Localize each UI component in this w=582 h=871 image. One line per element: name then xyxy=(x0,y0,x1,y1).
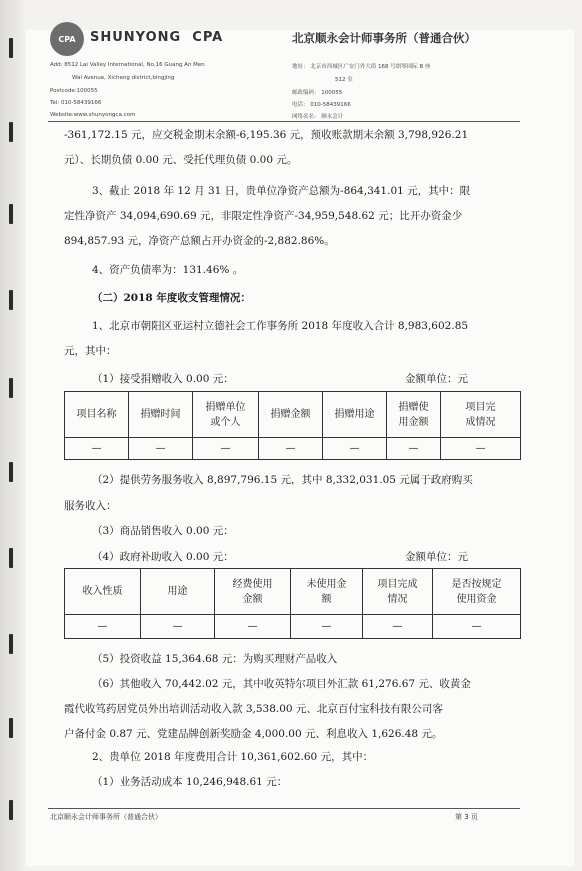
header-divider xyxy=(48,121,520,122)
paragraph-net-assets: 3、截止 2018 年 12 月 31 日，贵单位净资产总额为-864,341.01 元，其中：限 xyxy=(92,185,471,197)
investment-income: （5）投资收益 15,364.68 元：为购买理财产品收入 xyxy=(92,653,338,665)
footer-divider xyxy=(48,808,520,809)
donation-table xyxy=(64,391,521,460)
cn-address-line-1: 地址： 北京市西城区广安门外大街 168 号朗琴国际 B 座 xyxy=(292,64,431,70)
table-cell: — xyxy=(291,615,363,639)
table-header-cell: 经费使用 金额 xyxy=(215,569,291,615)
text-line: 服务收入： xyxy=(64,500,117,512)
punch-hole-icon xyxy=(9,38,13,58)
punch-hole-icon xyxy=(9,122,13,142)
text-line: 元）、长期负债 0.00 元、受托代理负债 0.00 元。 xyxy=(64,154,298,166)
table-header-cell: 捐赠使 用金额 xyxy=(387,392,441,438)
goods-income: （3）商品销售收入 0.00 元： xyxy=(92,525,234,537)
table-header-row xyxy=(65,392,521,438)
table-header-cell: 收入性质 xyxy=(65,569,141,615)
table-header-cell: 项目完成 情况 xyxy=(363,569,433,615)
amount-unit-label: 金额单位：元 xyxy=(405,551,468,563)
donation-income: （1）接受捐赠收入 0.00 元： xyxy=(92,373,234,385)
table-cell: — xyxy=(323,438,387,460)
footer-firm-name: 北京顺永会计师事务所（普通合伙） xyxy=(50,813,162,821)
firm-name-cn: 北京顺永会计师事务所（普通合伙） xyxy=(292,31,476,45)
table-cell: — xyxy=(363,615,433,639)
en-postcode: Postcode:100055 xyxy=(50,88,98,94)
brand-name: SHUNYONG CPA xyxy=(90,30,224,45)
table-header-cell: 捐赠用途 xyxy=(323,392,387,438)
punch-hole-icon xyxy=(9,548,13,568)
table-cell: — xyxy=(65,438,129,460)
en-website: Website:www.shunyongca.com xyxy=(50,112,136,118)
table-header-row xyxy=(65,569,521,615)
cn-address-line-2: 512 室 xyxy=(335,77,353,83)
paragraph-debt-ratio: 4、资产负债率为：131.46% 。 xyxy=(92,264,244,276)
table-cell: — xyxy=(65,615,141,639)
table-cell: — xyxy=(193,438,259,460)
table-header-cell: 捐赠单位 或个人 xyxy=(193,392,259,438)
table-header-cell: 用途 xyxy=(141,569,215,615)
text-line: -361,172.15 元，应交税金期末余额-6,195.36 元，预收账款期末余额 3,798,926.21 xyxy=(64,129,469,141)
text-line: 霞代收笃药居党员外出培训活动收入款 3,538.00 元、北京百付宝科技有限公司客 xyxy=(64,703,443,715)
punch-hole-icon xyxy=(9,462,13,482)
cn-postcode: 邮政编码： 100055 xyxy=(292,90,343,96)
amount-unit-label: 金额单位：元 xyxy=(405,373,468,385)
table-cell: — xyxy=(387,438,441,460)
paragraph-income: 1、北京市朝阳区亚运村立德社会工作事务所 2018 年度收入合计 8,983,602.85 xyxy=(92,320,469,332)
business-cost: （1）业务活动成本 10,246,948.61 元： xyxy=(92,776,288,788)
text-line: 户备付金 0.87 元、党建品牌创新奖励金 4,000.00 元、利息收入 1,626.48 元。 xyxy=(64,728,443,740)
table-cell: — xyxy=(129,438,193,460)
table-row xyxy=(65,438,521,460)
logo-text: CPA xyxy=(58,34,76,44)
table-header-cell: 项目完 成情况 xyxy=(441,392,521,438)
punch-hole-icon xyxy=(9,718,13,738)
table-cell: — xyxy=(259,438,323,460)
table-row xyxy=(65,615,521,639)
text-line: 定性净资产 34,094,690.69 元，非限定性净资产-34,959,548.62 元；比开办资金少 xyxy=(64,210,463,222)
punch-hole-icon xyxy=(9,378,13,398)
table-header-cell: 项目名称 xyxy=(65,392,129,438)
table-cell: — xyxy=(433,615,521,639)
page-number: 第 3 页 xyxy=(455,813,478,821)
cn-website: 网络名名： 顺永会计 xyxy=(292,114,344,120)
text-line: 894,857.93 元，净资产总额占开办资金的-2,882.86%。 xyxy=(64,235,335,247)
table-cell: — xyxy=(441,438,521,460)
cn-tel: 电话： 010-58439166 xyxy=(292,102,351,108)
en-address-line-2: Wai Avenue, Xicheng district,bingjing xyxy=(72,75,175,81)
service-income: （2）提供劳务服务收入 8,897,796.15 元，其中 8,332,031.05 元属于政府购买 xyxy=(92,474,473,486)
expense-total: 2、贵单位 2018 年度费用合计 10,361,602.60 元，其中： xyxy=(92,751,374,763)
subsidy-income: （4）政府补助收入 0.00 元： xyxy=(92,551,234,563)
en-tel: Tel: 010-58439166 xyxy=(50,100,102,106)
punch-hole-icon xyxy=(9,290,13,310)
firm-logo-icon xyxy=(50,22,84,56)
punch-hole-icon xyxy=(9,204,13,224)
table-cell: — xyxy=(215,615,291,639)
table-header-cell: 捐赠时间 xyxy=(129,392,193,438)
text-line: 元，其中： xyxy=(64,345,117,357)
table-header-cell: 捐赠金额 xyxy=(259,392,323,438)
other-income: （6）其他收入 70,442.02 元，其中收英特尔项目外汇款 61,276.67 元、收黄金 xyxy=(92,678,471,690)
subsidy-table xyxy=(64,568,521,639)
section-heading: （二）2018 年度收支管理情况： xyxy=(92,292,251,304)
table-cell: — xyxy=(141,615,215,639)
table-header-cell: 未使用金 额 xyxy=(291,569,363,615)
en-address-line-1: Add: 8512 Lai Valley International, No.16 Guang An Men xyxy=(50,62,205,68)
punch-hole-icon xyxy=(9,800,13,820)
table-header-cell: 是否按规定 使用资金 xyxy=(433,569,521,615)
punch-hole-icon xyxy=(9,634,13,654)
